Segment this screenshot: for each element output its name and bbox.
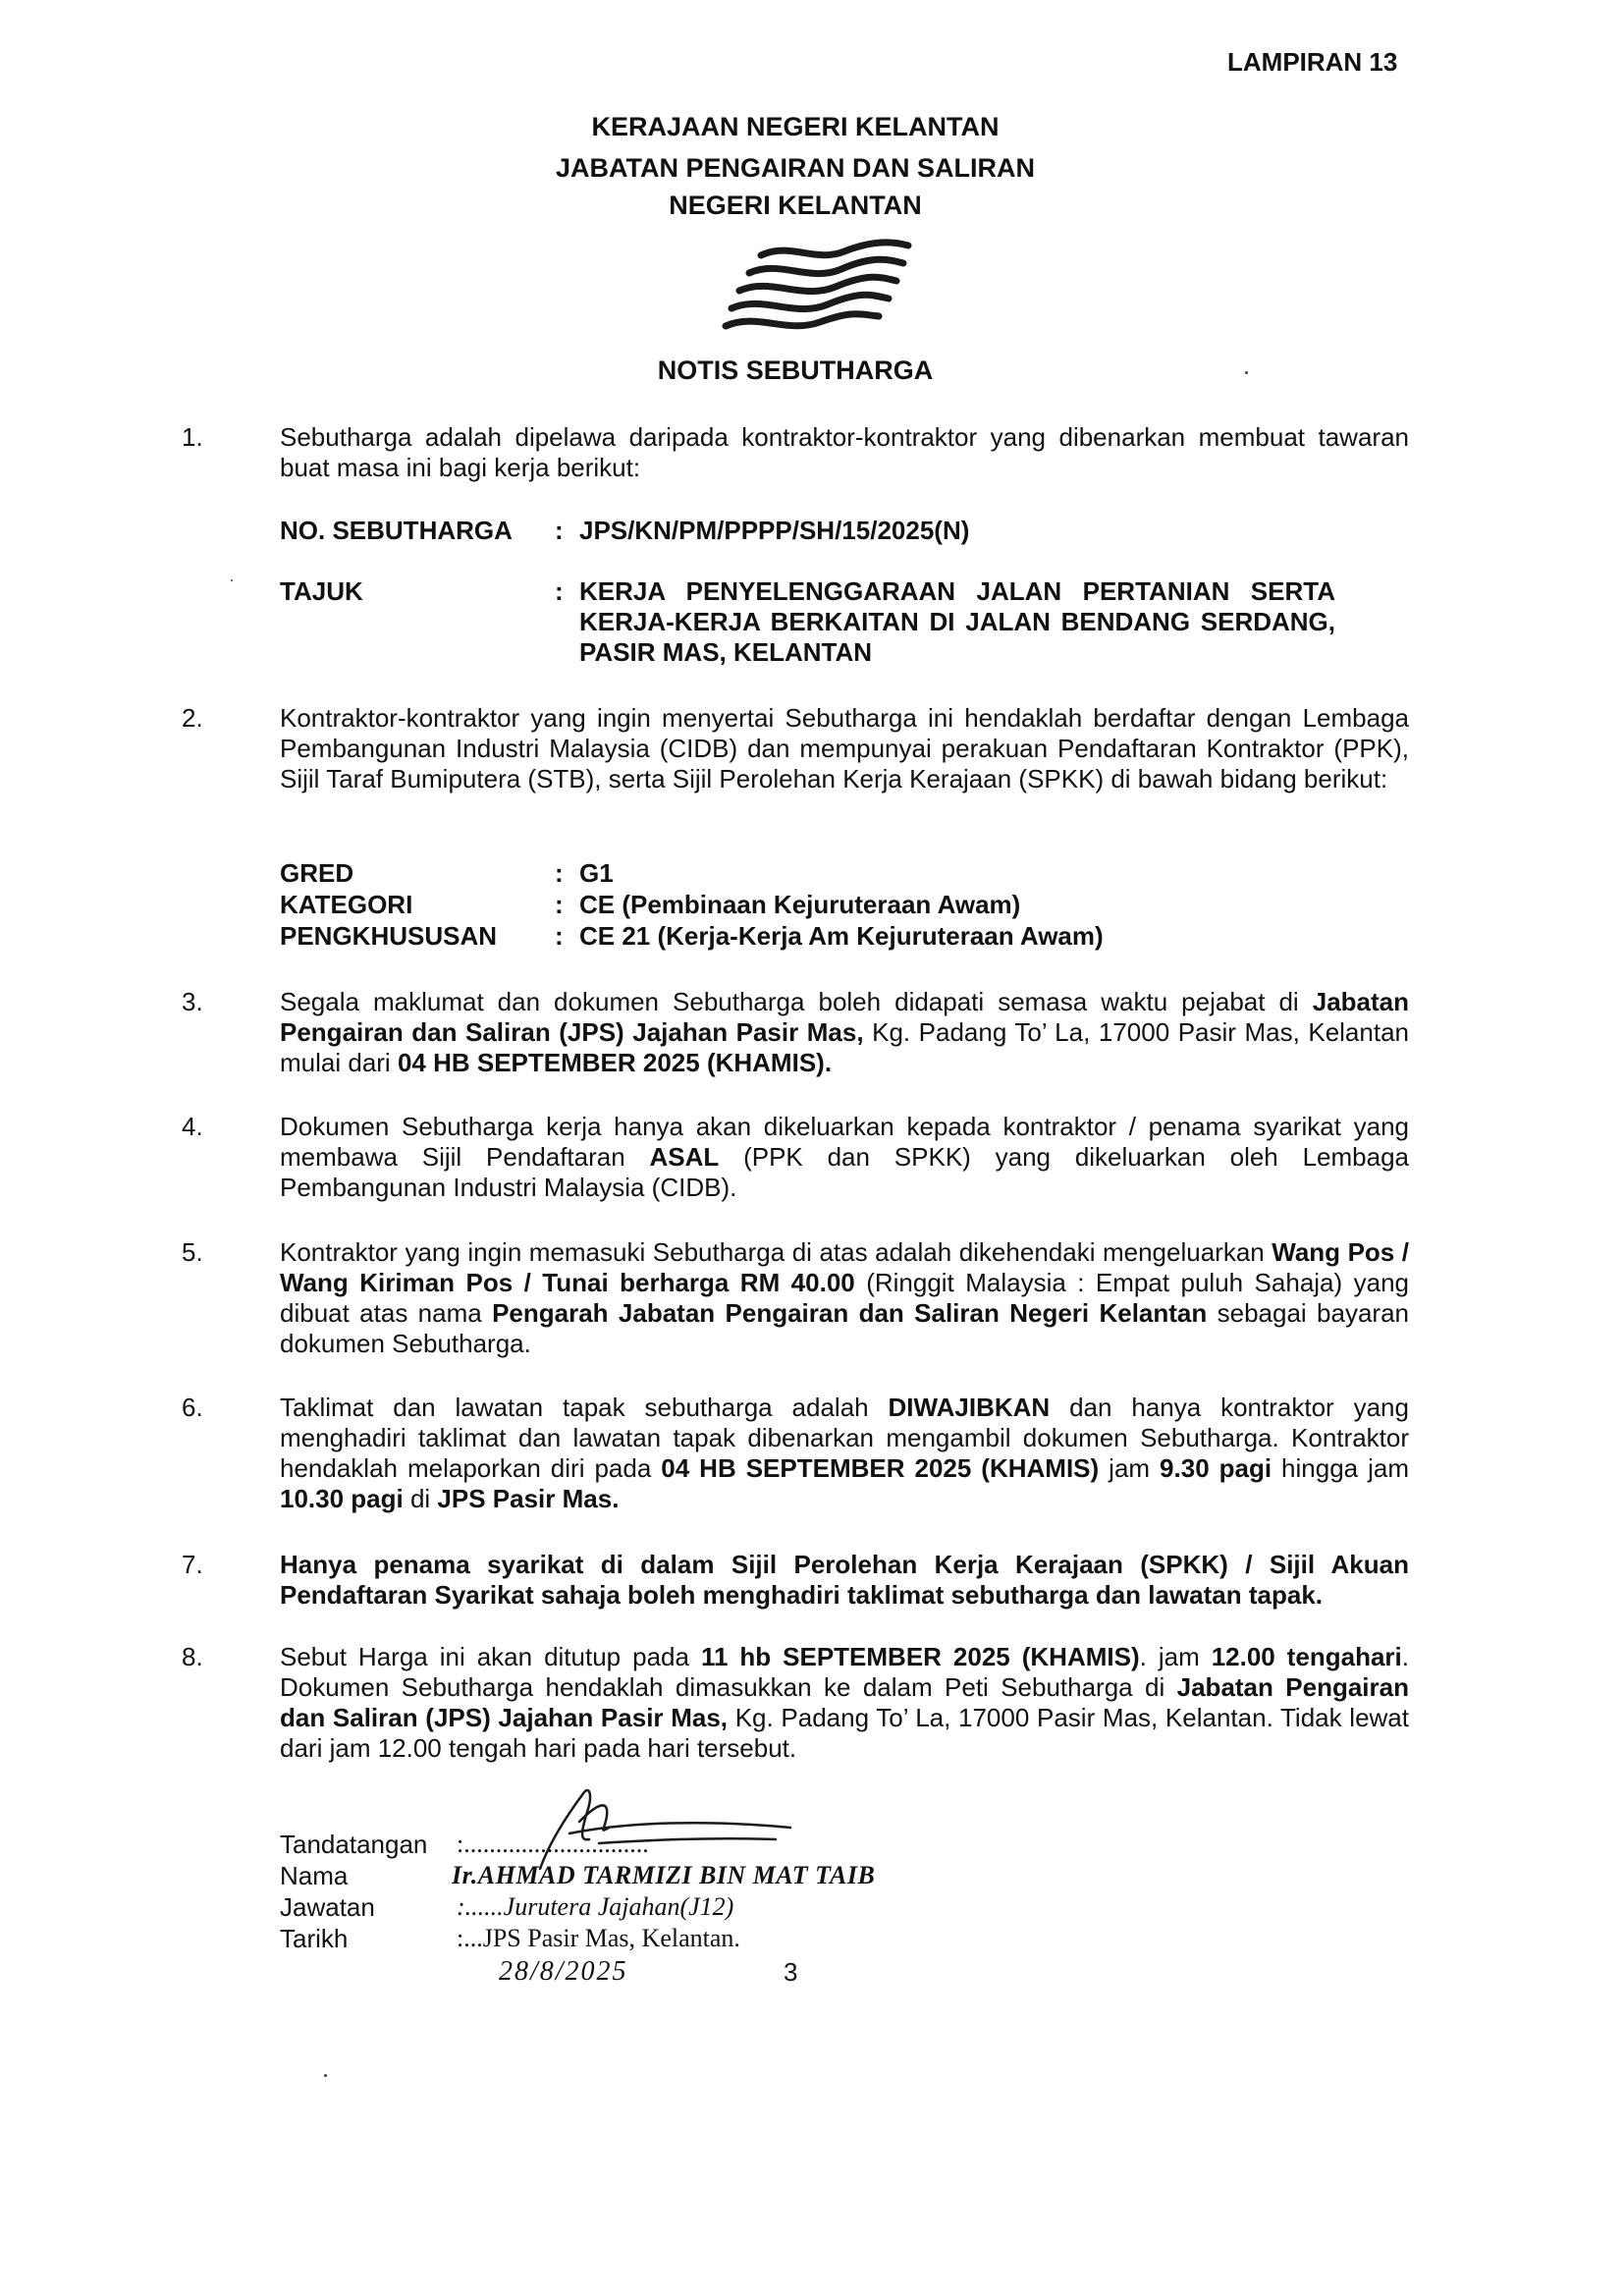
handwritten-date: 28/8/2025 [499,1956,628,1987]
item-number: 6. [182,1393,203,1422]
jawatan-label: Jawatan [280,1892,375,1922]
tandatangan-label: Tandatangan [280,1830,428,1859]
letterhead [0,108,1591,224]
no-sebutharga-value: JPS/KN/PM/PPPP/SH/15/2025(N) [579,516,970,545]
colon: : [555,890,564,919]
item-text: Segala maklumat dan dokumen Sebutharga boleh didapati semasa waktu pejabat di Jabatan Pengairan dan Saliran (JPS) Jajahan Pasir Mas, Kg. Padang To’ La, 17000 Pasir Mas, Kelantan mulai dari 04 HB SEPTEMBER 2025 (KHAMIS). [280,987,1409,1077]
header-kerajaan: KERAJAAN NEGERI KELANTAN [591,112,1000,141]
item-number: 2. [182,703,203,733]
nama-label: Nama [280,1861,349,1890]
tarikh-label: Tarikh [280,1924,349,1953]
item-text: Kontraktor-kontraktor yang ingin menyertai Sebutharga ini hendaklah berdaftar dengan Lembaga Pembangunan Industri Malaysia (CIDB) dan mempunyai perakuan Pendaftaran Kontraktor (PPK), Sijil Taraf Bumiputera (STB), serta Sijil Perolehan Kerja Kerajaan (SPKK) di bawah bidang berikut: [280,703,1409,793]
jawatan-value: :......Jurutera Jajahan(J12) [457,1892,734,1921]
item-number: 5. [182,1237,203,1267]
item-number: 7. [182,1550,203,1579]
pengkhususan-value: CE 21 (Kerja-Kerja Am Kejuruteraan Awam) [579,921,1104,951]
gred-label: GRED [280,858,354,888]
item-text: Dokumen Sebutharga kerja hanya akan dikeluarkan kepada kontraktor / penama syarikat yang membawa Sijil Pendaftaran ASAL (PPK dan SPKK) yang dikeluarkan oleh Lembaga Pembangunan Industri Malaysia (CIDB). [280,1112,1409,1202]
item-text: Taklimat dan lawatan tapak sebutharga adalah DIWAJIBKAN dan hanya kontraktor yang menghadiri taklimat dan lawatan tapak dibenarkan mengambil dokumen Sebutharga. Kontraktor hendaklah melaporkan diri pada 04 HB SEPTEMBER 2025 (KHAMIS) jam 9.30 pagi hingga jam 10.30 pagi di JPS Pasir Mas. [280,1393,1410,1513]
colon: : [555,858,564,888]
header-negeri: NEGERI KELANTAN [669,191,922,220]
nama-row [280,1860,967,1891]
kategori-value: CE (Pembinaan Kejuruteraan Awam) [579,890,1021,919]
page-number: 3 [784,1957,798,1987]
colon: : [555,516,564,545]
item-number: 8. [182,1642,203,1671]
item-number: 1. [182,422,203,452]
signature-block [280,1829,967,1954]
kategori-label: KATEGORI [280,890,413,919]
item-text: Hanya penama syarikat di dalam Sijil Perolehan Kerja Kerajaan (SPKK) / Sijil Akuan Pendaftaran Syarikat sahaja boleh menghadiri taklimat sebutharga dan lawatan tapak. [280,1550,1409,1610]
jps-wave-logo-icon [722,234,918,337]
tarikh-value: :...JPS Pasir Mas, Kelantan. [457,1924,740,1952]
scan-speck [231,579,233,581]
item-number: 3. [182,987,203,1016]
nama-value: Ir.AHMAD TARMIZI BIN MAT TAIB [452,1861,876,1889]
colon: : [555,576,564,606]
scan-speck [324,2074,327,2077]
item-text: Sebutharga adalah dipelawa daripada kontraktor-kontraktor yang dibenarkan membuat tawaran buat masa ini bagi kerja berikut: [280,422,1409,482]
scan-speck [1245,371,1248,374]
tajuk-label: TAJUK [280,576,363,606]
tandatangan-value: :............................. [457,1830,649,1858]
item-text: Kontraktor yang ingin memasuki Sebutharga di atas adalah dikehendaki mengeluarkan Wang Pos / Wang Kiriman Pos / Tunai berharga RM 40.00 (Ringgit Malaysia : Empat puluh Sahaja) yang dibuat atas nama Pengarah Jabatan Pengairan dan Saliran Negeri Kelantan sebagai bayaran dokumen Sebutharga. [280,1237,1410,1358]
header-jabatan: JABATAN PENGAIRAN DAN SALIRAN [555,153,1035,183]
item-number: 4. [182,1112,203,1141]
gred-value: G1 [579,858,614,888]
item-text: Sebut Harga ini akan ditutup pada 11 hb SEPTEMBER 2025 (KHAMIS). jam 12.00 tengahari. Dokumen Sebutharga hendaklah dimasukkan ke dalam Peti Sebutharga di Jabatan Pengairan dan Saliran (JPS) Jajahan Pasir Mas, Kg. Padang To’ La, 17000 Pasir Mas, Kelantan. Tidak lewat dari jam 12.00 tengah hari pada hari tersebut. [280,1642,1410,1763]
tandatangan-row [280,1829,967,1860]
pengkhususan-label: PENGKHUSUSAN [280,921,498,951]
tajuk-value: KERJA PENYELENGGARAAN JALAN PERTANIAN SERTA KERJA-KERJA BERKAITAN DI JALAN BENDANG SERDANG, PASIR MAS, KELANTAN [579,576,1335,667]
no-sebutharga-label: NO. SEBUTHARGA [280,516,513,545]
lampiran-label: LAMPIRAN 13 [1227,47,1398,77]
notis-title: NOTIS SEBUTHARGA [657,355,934,385]
colon: : [555,921,564,951]
tarikh-row [280,1923,967,1954]
jawatan-row [280,1891,967,1923]
